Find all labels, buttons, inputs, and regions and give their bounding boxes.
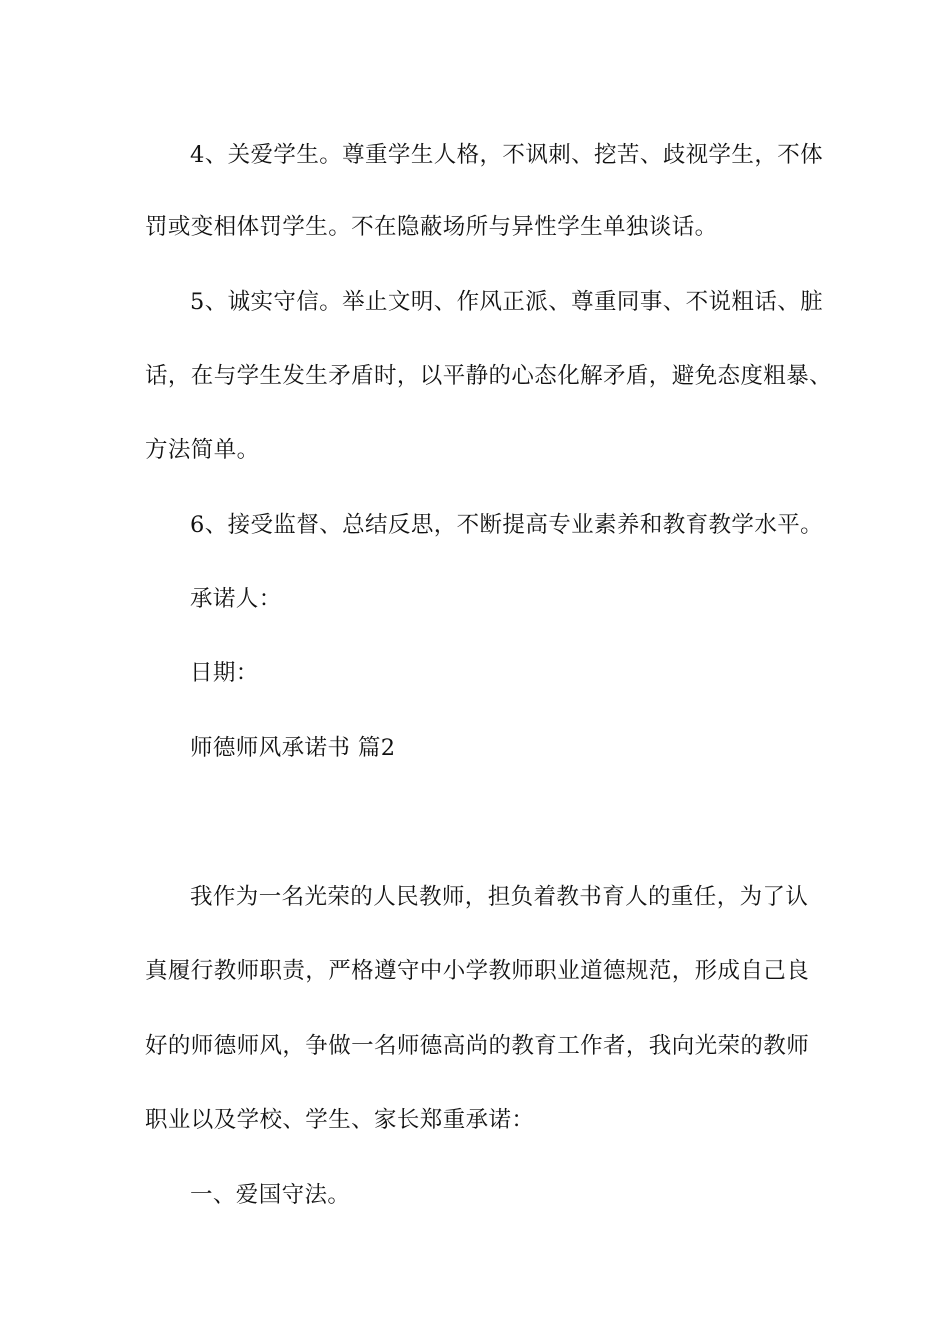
intro-paragraph-line-3: 好的师德师风，争做一名师德高尚的教育工作者，我向光荣的教师 [145, 1033, 810, 1059]
paragraph-5-line-2: 话，在与学生发生矛盾时，以平静的心态化解矛盾，避免态度粗暴、 [145, 363, 833, 389]
intro-paragraph-line-4: 职业以及学校、学生、家长郑重承诺： [145, 1107, 535, 1133]
intro-paragraph-line-1: 我作为一名光荣的人民教师，担负着教书育人的重任，为了认 [190, 884, 809, 910]
paragraph-5-line-1: 5、诚实守信。举止文明、作风正派、尊重同事、不说粗话、脏 [190, 289, 824, 315]
paragraph-6-line-1: 6、接受监督、总结反思，不断提高专业素养和教育教学水平。 [190, 512, 824, 538]
intro-paragraph-line-2: 真履行教师职责，严格遵守中小学教师职业道德规范，形成自己良 [145, 958, 810, 984]
item-heading-1: 一、爱国守法。 [190, 1182, 351, 1208]
paragraph-4-line-2: 罚或变相体罚学生。不在隐蔽场所与异性学生单独谈话。 [145, 214, 718, 240]
paragraph-4-line-1: 4、关爱学生。尊重学生人格，不讽刺、挖苦、歧视学生，不体 [190, 142, 824, 168]
paragraph-5-line-3: 方法简单。 [145, 437, 260, 463]
date-label: 日期： [190, 660, 259, 686]
signatory-label: 承诺人： [190, 586, 282, 612]
section-title: 师德师风承诺书 篇2 [190, 735, 396, 761]
